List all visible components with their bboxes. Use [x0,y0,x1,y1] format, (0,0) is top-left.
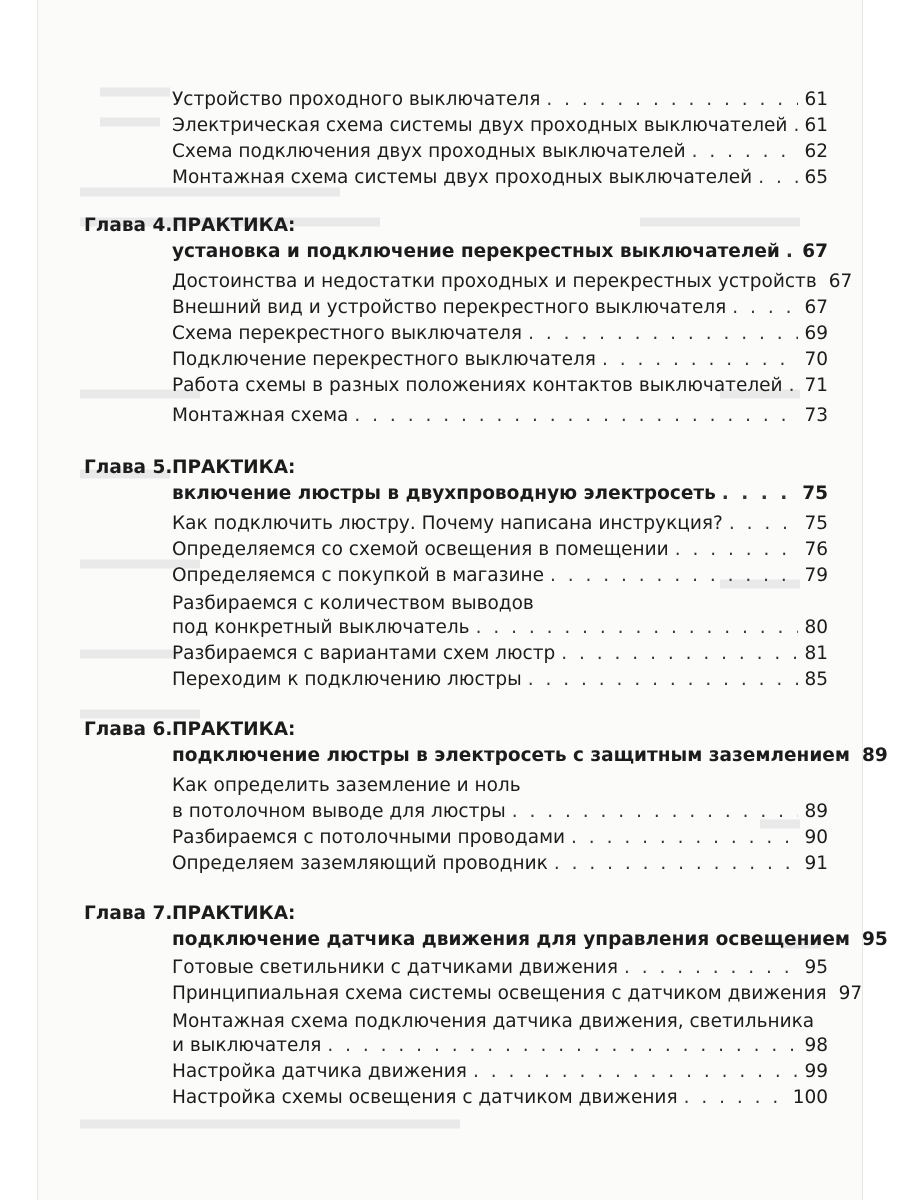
entry-title: Принципиальная схема системы освещения с датчиком движения [172,983,827,1004]
leader-dots [554,852,799,876]
toc-entry [172,374,828,398]
entry-title: Электрическая схема системы двух проходных выключателей [172,115,788,136]
leader-dots [528,322,798,346]
leader-dots [675,538,799,562]
chapter-subtitle: подключение датчика движения для управления освещением [172,929,851,950]
leader-dots [546,88,798,112]
entry-page: 65 [804,167,828,188]
entry-title: Переходим к подключению люстры [172,669,522,690]
entry-page: 73 [804,405,828,426]
entry-page: 76 [804,539,828,560]
toc-entry [172,140,828,164]
entry-title: Готовые светильники с датчиками движения [172,957,618,978]
entry-page: 67 [828,271,853,292]
chapter-heading: ПРАКТИКА: [172,903,296,924]
entry-page: 69 [804,323,828,344]
entry-title: Подключение перекрестного выключателя [172,349,596,370]
toc-entry [172,800,828,824]
toc-entry [172,270,853,294]
leader-dots [476,616,799,640]
chapter-page: 75 [802,483,828,504]
toc-entry [172,296,828,320]
entry-page: 97 [838,983,863,1004]
chapter-page: 95 [862,929,888,950]
entry-page: 95 [804,957,828,978]
toc-entry [172,826,828,850]
entry-title: Устройство проходного выключателя [172,89,541,110]
entry-title: под конкретный выключатель [172,617,470,638]
chapter-label: Глава 7. [84,903,173,924]
entry-title: Достоинства и недостатки проходных и перекрестных устройств [172,271,817,292]
chapter-label: Глава 4. [84,215,173,236]
entry-title-line1: Разбираемся с количеством выводов [172,593,534,614]
leader-dots [528,668,799,692]
leader-dots [512,800,799,824]
leader-dots [722,482,796,506]
toc-entry [172,404,828,428]
toc-entry [172,1060,828,1084]
toc-entry [172,956,828,980]
leader-dots [684,1086,787,1110]
entry-title: в потолочном выводе для люстры [172,801,506,822]
entry-page: 61 [804,115,828,136]
entry-page: 67 [804,297,828,318]
entry-page: 62 [804,141,828,162]
entry-title: Настройка датчика движения [172,1061,467,1082]
entry-page: 90 [804,827,828,848]
toc-entry [172,114,828,138]
entry-title: Монтажная схема [172,405,349,426]
leader-dots [327,1034,798,1058]
toc-entry [172,322,828,346]
entry-title: Схема перекрестного выключателя [172,323,523,344]
leader-dots [602,348,799,372]
toc-entry [172,512,828,536]
entry-page: 71 [804,375,828,396]
leader-dots [561,642,798,666]
toc-entry [172,616,828,640]
leader-dots [789,374,799,398]
entry-title: Как подключить люстру. Почему написана инструкция? [172,513,723,534]
toc-entry [172,166,828,190]
entry-title: Схема подключения двух проходных выключателей [172,141,686,162]
toc-entry [172,348,828,372]
chapter-label: Глава 5. [84,457,173,478]
entry-page: 98 [804,1035,828,1056]
chapter-subtitle-row [172,744,888,768]
entry-page: 79 [804,565,828,586]
toc-entry [172,538,828,562]
entry-title: Определяемся с покупкой в магазине [172,565,544,586]
chapter-subtitle-row [172,240,828,264]
entry-title: Работа схемы в разных положениях контактов выключателей [172,375,783,396]
leader-dots [729,512,799,536]
chapter-label: Глава 6. [84,719,173,740]
leader-dots [732,296,798,320]
chapter-heading: ПРАКТИКА: [172,457,296,478]
leader-dots [550,564,798,588]
toc-entry [172,564,828,588]
toc-entry [172,642,828,666]
entry-page: 70 [804,349,828,370]
chapter-heading: ПРАКТИКА: [172,215,296,236]
entry-page: 85 [804,669,828,690]
toc-entry [172,88,828,112]
leader-dots [624,956,799,980]
entry-page: 80 [804,617,828,638]
chapter-subtitle: подключение люстры в электросеть с защитным заземлением [172,745,850,766]
leader-dots [354,404,798,428]
chapter-page: 89 [861,745,888,766]
chapter-subtitle: включение люстры в двухпроводную электросеть [172,483,716,504]
chapter-subtitle-row [172,482,828,506]
chapter-heading: ПРАКТИКА: [172,719,296,740]
entry-title: Настройка схемы освещения с датчиком движения [172,1087,678,1108]
entry-page: 89 [804,801,828,822]
toc-entry [172,1034,828,1058]
entry-title: Разбираемся с потолочными проводами [172,827,566,848]
leader-dots [473,1060,799,1084]
leader-dots [793,114,798,138]
leader-dots [786,240,796,264]
chapter-subtitle: установка и подключение перекрестных выключателей [172,241,780,262]
entry-page: 91 [804,853,828,874]
entry-title: Разбираемся с вариантами схем люстр [172,643,556,664]
toc-entry [172,1086,828,1110]
toc-entry [172,668,828,692]
leader-dots [758,166,798,190]
toc-entry [172,982,863,1006]
leader-dots [692,140,799,164]
entry-title: Определяемся со схемой освещения в помещении [172,539,669,560]
entry-page: 100 [792,1087,828,1108]
entry-title: Монтажная схема системы двух проходных выключателей [172,167,753,188]
entry-page: 99 [804,1061,828,1082]
chapter-page: 67 [802,241,828,262]
entry-title: и выключателя [172,1035,322,1056]
entry-page: 75 [804,513,828,534]
entry-title-line1: Монтажная схема подключения датчика движения, светильника [172,1011,815,1032]
entry-page: 81 [804,643,828,664]
leader-dots [571,826,798,850]
chapter-subtitle-row [172,928,888,952]
entry-title-line1: Как определить заземление и ноль [172,775,521,796]
toc-entry [172,852,828,876]
entry-title: Внешний вид и устройство перекрестного выключателя [172,297,727,318]
entry-page: 61 [804,89,828,110]
entry-title: Определяем заземляющий проводник [172,853,548,874]
